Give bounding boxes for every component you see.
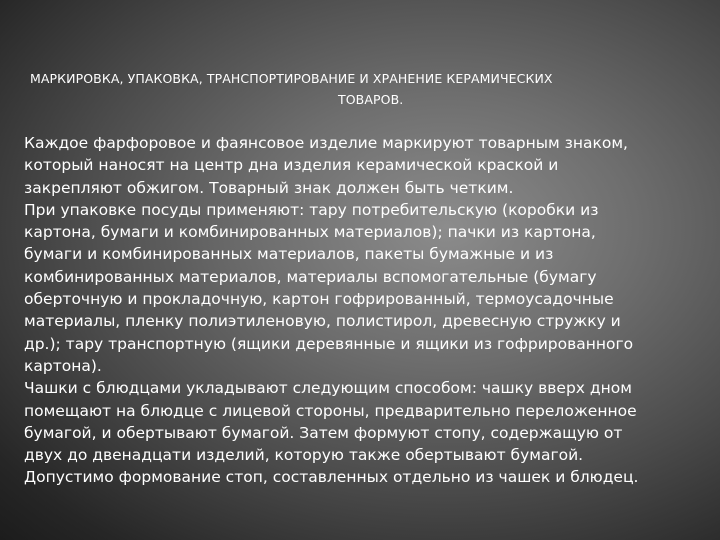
body-line: Чашки с блюдцами укладывают следующим способом: чашку вверх дном — [24, 379, 632, 398]
body-line: бумаги и комбинированных материалов, пакеты бумажные и из — [24, 245, 554, 264]
body-line: который наносят на центр дна изделия керамической краской и — [24, 156, 559, 175]
slide-title-line-2: ТОВАРОВ. — [338, 92, 404, 107]
body-line: комбинированных материалов, материалы вспомогательные (бумагу — [24, 267, 597, 286]
body-line: закрепляют обжигом. Товарный знак должен быть четким. — [24, 178, 514, 197]
body-line: материалы, пленку полиэтиленовую, полистирол, древесную стружку и — [24, 312, 621, 331]
body-line: бумагой, и обертывают бумагой. Затем формуют стопу, содержащую от — [24, 423, 623, 442]
body-line: При упаковке посуды применяют: тару потребительскую (коробки из — [24, 200, 599, 219]
body-line: картона). — [24, 356, 102, 375]
body-line: картона, бумаги и комбинированных материалов); пачки из картона, — [24, 223, 596, 242]
body-line: др.); тару транспортную (ящики деревянные и ящики из гофрированного — [24, 334, 634, 353]
slide-title-line-1: МАРКИРОВКА, УПАКОВКА, ТРАНСПОРТИРОВАНИЕ И ХРАНЕНИЕ КЕРАМИЧЕСКИХ — [30, 71, 553, 86]
slide-body-text — [24, 132, 720, 489]
slide-title — [30, 68, 720, 110]
body-line: двух до двенадцати изделий, которую также обертывают бумагой. — [24, 446, 584, 465]
body-line: помещают на блюдце с лицевой стороны, предварительно переложенное — [24, 401, 637, 420]
body-line: Каждое фарфоровое и фаянсовое изделие маркируют товарным знаком, — [24, 134, 628, 152]
body-line: оберточную и прокладочную, картон гофрированный, термоусадочные — [24, 290, 614, 309]
body-line: Допустимо формование стоп, составленных отдельно из чашек и блюдец. — [24, 468, 639, 487]
